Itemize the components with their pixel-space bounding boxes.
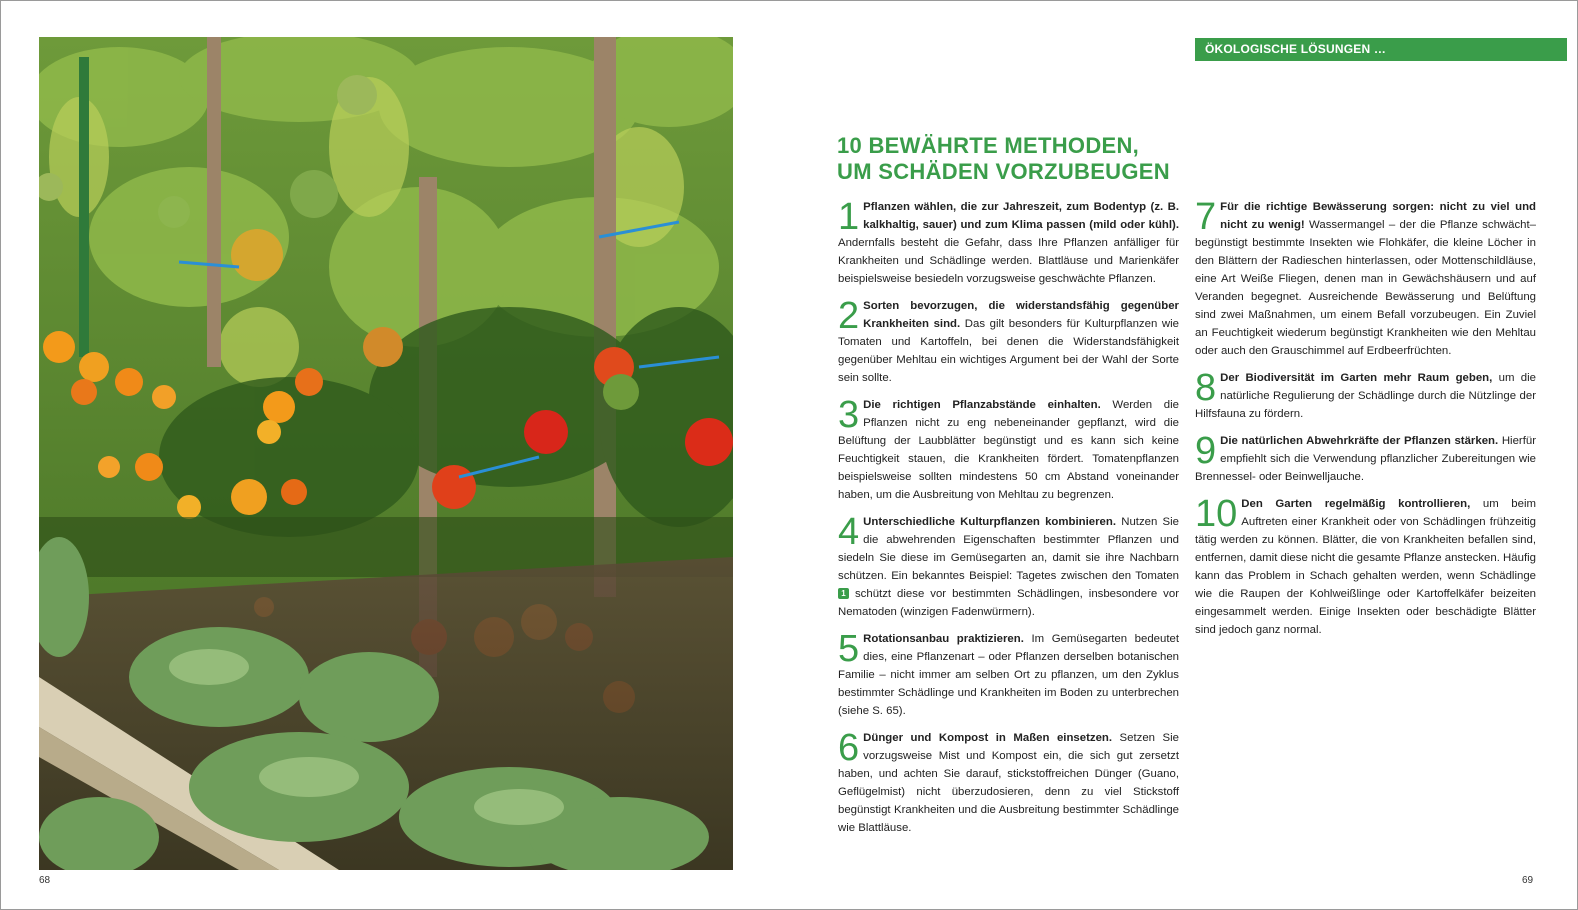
method-body: Setzen Sie vorzugsweise Mist und Kompost ein, die sich gut zersetzt haben, und achten Sie darauf, stickstoffreichen Dünger (Guano, Geflügelmist) nicht überzudosieren, denn zu viel Stickstoff begünstigt Krankheiten und die Ausbreitung bestimmter Schädlinge wie Blattläuse.	[838, 732, 1179, 834]
method-lead: Die richtigen Pflanzabstände einhalten.	[863, 399, 1101, 411]
method-number: 3	[838, 394, 860, 436]
method-body: Hierfür empfiehlt sich die Verwendung pflanzlicher Zubereitungen wie Brennessel- oder Beinwelljauche.	[1195, 435, 1537, 483]
text-column-left	[838, 198, 1179, 846]
method-number: 6	[838, 727, 860, 769]
method-lead: Für die richtige Bewässerung sorgen: nicht zu viel und nicht zu wenig!	[1220, 201, 1536, 231]
method-number: 1	[838, 196, 860, 238]
method-body-continued: schützt diese vor bestimmten Schädlingen, insbesondere vor Nematoden (winzigen Fadenwürmern).	[838, 588, 1179, 618]
method-body: Im Gemüsegarten bedeutet dies, eine Pflanzenart – oder Pflanzen derselben botanischen Familie – nicht immer am selben Ort zu pflanzen, um den Zyklus bestimmter Schädlinge und Krankheiten im Boden zu unterbrechen (siehe S. 65).	[838, 633, 1179, 717]
method-item-10	[1195, 495, 1536, 639]
title-line-1: 10 BEWÄHRTE METHODEN,	[837, 133, 1140, 158]
photo-reference-marker: 1	[838, 588, 849, 599]
method-lead: Unterschiedliche Kulturpflanzen kombinieren.	[863, 516, 1116, 528]
method-item-2	[838, 297, 1179, 387]
method-number: 2	[838, 295, 860, 337]
method-item-8	[1195, 369, 1536, 423]
method-lead: Rotationsanbau praktizieren.	[863, 633, 1024, 645]
method-item-4	[838, 513, 1179, 621]
method-body: Werden die Pflanzen nicht zu eng nebeneinander gepflanzt, wird die Belüftung der Laubblätter begünstigt und es kann sich keine Feuchtigkeit stauen, die Krankheiten fördert. Tomatenpflanzen beispielsweise sollten mindestens 50 cm Abstand voneinander haben, um die Ausbreitung von Mehltau zu begrenzen.	[838, 399, 1179, 501]
method-body: Das gilt besonders für Kulturpflanzen wie Tomaten und Kartoffeln, bei denen die Widerstandsfähigkeit gegenüber Mehltau ein wichtiges Argument bei der Wahl der Sorte sein sollte.	[838, 318, 1179, 384]
method-body: um die natürliche Regulierung der Schädlinge durch die Nützlinge der Hilfsfauna zu fördern.	[1195, 372, 1536, 420]
article-title	[837, 133, 1177, 185]
method-number: 5	[838, 628, 860, 670]
method-item-1	[838, 198, 1179, 288]
title-line-2: UM SCHÄDEN VORZUBEUGEN	[837, 159, 1170, 184]
method-item-6	[838, 729, 1179, 837]
text-column-right	[1195, 198, 1536, 648]
method-item-9	[1195, 432, 1536, 486]
section-header-banner: ÖKOLOGISCHE LÖSUNGEN …	[1195, 38, 1567, 61]
method-item-7	[1195, 198, 1536, 360]
tomato-marigold-garden-image	[39, 37, 733, 870]
method-item-5	[838, 630, 1179, 720]
method-number: 7	[1195, 196, 1217, 238]
method-number: 9	[1195, 430, 1217, 472]
method-number: 10	[1195, 493, 1238, 535]
method-lead: Den Garten regelmäßig kontrollieren,	[1241, 498, 1471, 510]
method-number: 8	[1195, 367, 1217, 409]
method-body: Nutzen Sie die abwehrenden Eigenschaften bestimmter Pflanzen und siedeln Sie diese im Gemüsegarten an, damit sie ihre Nachbarn schützen. Ein bekanntes Beispiel: Tagetes zwischen den Tomaten	[838, 516, 1179, 582]
method-number: 4	[838, 511, 860, 553]
garden-photo	[39, 37, 733, 870]
page-number-right: 69	[1522, 875, 1534, 886]
method-lead: Der Biodiversität im Garten mehr Raum geben,	[1220, 372, 1493, 384]
method-body: Wassermangel – der die Pflanze schwächt– begünstigt bestimmte Insekten wie Flohkäfer, die kleine Löcher in den Blättern der Radieschen hinterlassen, oder Mottenschildläuse, eine Art Weiße Fliegen, denen man in Gewächshäusern und auf Veranden begegnet. Ausreichende Bewässerung und Belüftung sind zwei Maßnahmen, um einem Befall vorzubeugen. Ein Zuviel an Feuchtigkeit wiederum begünstigt Krankheiten wie den Mehltau oder auch den Grauschimmel auf Erdbeerfrüchten.	[1195, 219, 1536, 357]
method-lead: Dünger und Kompost in Maßen einsetzen.	[863, 732, 1113, 744]
method-lead: Pflanzen wählen, die zur Jahreszeit, zum Bodentyp (z. B. kalkhaltig, sauer) und zum Klima passen (mild oder kühl).	[863, 201, 1179, 231]
method-lead: Die natürlichen Abwehrkräfte der Pflanzen stärken.	[1220, 435, 1499, 447]
method-item-3	[838, 396, 1179, 504]
method-body: um beim Auftreten einer Krankheit oder von Schädlingen frühzeitig tätig werden zu können. Blätter, die von Krankheiten befallen sind, entfernen, damit diese nicht die gesamte Pflanze anstecken. Häufig kann das Problem in Schach gehalten werden, wenn Schädlinge wie die Raupen der Kohlweißlinge oder Kartoffelkäfer beizeiten eingesammelt werden. Einige Insekten oder beschädigte Blätter sind jedoch ganz normal.	[1195, 498, 1536, 636]
method-body: Andernfalls besteht die Gefahr, dass Ihre Pflanzen anfälliger für Krankheiten und Schädlinge werden. Blattläuse und Marienkäfer beispielsweise besiedeln vorzugsweise geschwächte Pflanzen.	[838, 237, 1179, 285]
page-number-left: 68	[39, 875, 51, 886]
method-lead: Sorten bevorzugen, die widerstandsfähig gegenüber Krankheiten sind.	[863, 300, 1179, 330]
